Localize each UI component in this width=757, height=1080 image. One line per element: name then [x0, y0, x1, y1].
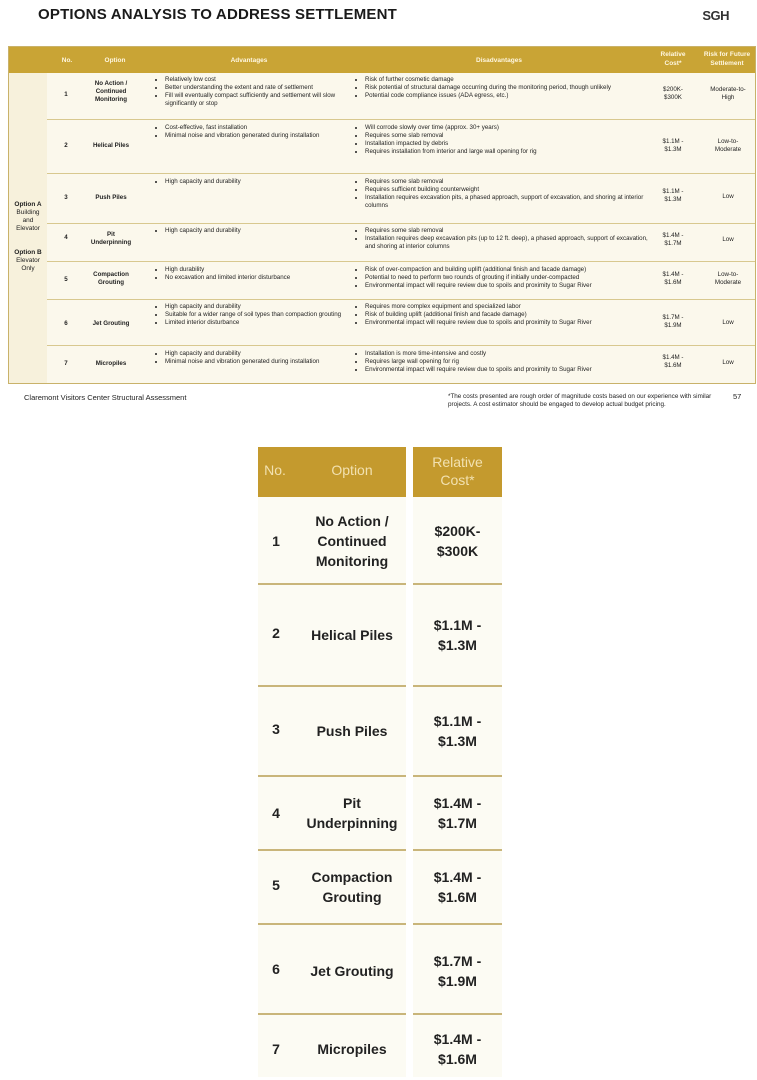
row-option	[85, 142, 137, 150]
zoom-header-cost-line2: Cost*	[440, 472, 475, 488]
advantage-item: • Minimal noise and vibration generated during installation	[165, 358, 349, 366]
disadvantage-item: • Will corrode slowly over time (approx. 30+ years)	[365, 124, 649, 132]
option-a-line: Option A	[14, 201, 42, 208]
zoom-header-cost-line1: Relative	[432, 454, 483, 470]
option-line: Pit	[107, 231, 115, 238]
zoom-row	[258, 777, 502, 851]
disadvantage-item: • Requires some slab removal	[365, 227, 649, 235]
options-table-header	[9, 47, 755, 73]
row-option	[85, 194, 137, 202]
col-header-risk-line2: Settlement	[710, 60, 744, 67]
risk-line: High	[721, 94, 735, 101]
cost-line: $1.1M -	[662, 188, 684, 195]
zoom-row-cost	[413, 1029, 502, 1069]
option-line: Helical Piles	[92, 142, 130, 149]
risk-line: Low	[722, 193, 734, 200]
zoom-row-option	[298, 793, 406, 833]
row-option	[85, 271, 137, 287]
zoom-header-left	[258, 447, 406, 497]
col-header-risk-line1: Risk for Future	[703, 51, 751, 58]
row-risk	[702, 86, 754, 102]
option-line: Compaction	[311, 869, 393, 885]
options-table-body	[47, 73, 755, 383]
cost-line: $1.7M	[664, 240, 682, 247]
option-line: Monitoring	[95, 96, 127, 103]
cost-line: $300K	[664, 94, 682, 101]
advantage-item: • Better understanding the extent and rate of settlement	[165, 84, 349, 92]
cost-line: $1.3M	[664, 196, 682, 203]
option-a-line: and	[22, 217, 34, 224]
row-cost	[653, 354, 693, 370]
zoom-row-number: 1	[272, 533, 280, 549]
risk-line: Low-to-	[717, 271, 739, 278]
advantage-item: • Cost-effective, fast installation	[165, 124, 349, 132]
disadvantage-item: • Requires more complex equipment and specialized labor	[365, 303, 649, 311]
option-line: Pit	[343, 795, 361, 811]
row-disadvantages	[349, 350, 649, 374]
row-cost	[653, 232, 693, 248]
cost-line: $1.4M -	[433, 1031, 482, 1047]
cost-line: $1.9M	[438, 973, 477, 989]
option-line: Compaction	[93, 271, 129, 278]
row-advantages	[149, 303, 349, 327]
cost-line: $1.7M -	[662, 314, 684, 321]
advantage-item: • High capacity and durability	[165, 178, 349, 186]
cost-line: $1.4M -	[662, 232, 684, 239]
option-line: Push Piles	[95, 194, 127, 201]
page-title: OPTIONS ANALYSIS TO ADDRESS SETTLEMENT	[38, 6, 398, 23]
table-row	[47, 223, 755, 261]
zoom-header-no: No.	[264, 462, 286, 478]
options-table	[8, 46, 756, 384]
row-option	[85, 320, 137, 328]
disadvantage-item: • Requires installation from interior and large wall opening for rig	[365, 148, 649, 156]
disadvantage-item: • Installation requires excavation pits, a phased approach, support of excavation, and shoring at interior columns	[365, 194, 649, 210]
row-disadvantages	[349, 303, 649, 327]
option-a-line: Building	[16, 209, 40, 216]
risk-line: Low	[722, 359, 734, 366]
zoom-row-number: 2	[272, 625, 280, 641]
cost-line: $1.4M -	[662, 271, 684, 278]
table-row	[47, 299, 755, 345]
row-advantages	[149, 227, 349, 235]
disadvantage-item: • Environmental impact will require review due to spoils and proximity to Sugar River	[365, 366, 649, 374]
cost-line: $1.6M	[438, 889, 477, 905]
option-b-label	[9, 249, 47, 273]
advantage-item: • No excavation and limited interior disturbance	[165, 274, 349, 282]
row-disadvantages	[349, 124, 649, 156]
row-risk	[702, 138, 754, 154]
disadvantage-item: • Installation requires deep excavation pits (up to 12 ft. deep), a phased approach, support of excavation, and shoring at interior columns	[365, 235, 649, 251]
option-line: Continued	[95, 88, 127, 95]
zoom-row-cost	[413, 793, 502, 833]
row-advantages	[149, 76, 349, 108]
row-advantages	[149, 178, 349, 186]
table-row	[47, 345, 755, 383]
zoom-row-option	[298, 625, 406, 645]
row-number: 6	[64, 320, 68, 327]
row-cost	[653, 138, 693, 154]
row-number: 3	[64, 194, 68, 201]
risk-line: Low	[722, 236, 734, 243]
row-disadvantages	[349, 178, 649, 210]
option-a-label	[9, 201, 47, 233]
disadvantage-item: • Environmental impact will require review due to spoils and proximity to Sugar River	[365, 319, 649, 327]
cost-line: $1.3M	[438, 733, 477, 749]
option-line: Jet Grouting	[92, 320, 130, 327]
option-line: No Action /	[94, 80, 128, 87]
cost-line: $1.9M	[664, 322, 682, 329]
option-line: Monitoring	[315, 553, 389, 569]
advantage-item: • High durability	[165, 266, 349, 274]
cost-line: $300K	[436, 543, 479, 559]
col-header-advantages: Advantages	[230, 57, 268, 64]
row-cost	[653, 188, 693, 204]
col-header-option: Option	[104, 57, 126, 64]
row-number: 4	[64, 234, 68, 241]
row-risk	[702, 359, 754, 367]
disadvantage-item: • Risk of over-compaction and building uplift (additional finish and facade damage)	[365, 266, 649, 274]
risk-line: Moderate-to-	[710, 86, 746, 93]
row-advantages	[149, 350, 349, 366]
zoom-row-number: 5	[272, 877, 280, 893]
col-header-cost	[653, 50, 693, 68]
zoom-header-cost	[413, 447, 502, 497]
disadvantage-item: • Risk of further cosmetic damage	[365, 76, 649, 84]
company-logo: SGH	[702, 8, 729, 23]
cost-line: $1.6M	[664, 362, 682, 369]
row-disadvantages	[349, 227, 649, 251]
row-number: 7	[64, 360, 68, 367]
zoom-row	[258, 585, 502, 687]
page-number: 57	[733, 392, 742, 401]
cost-line: $1.6M	[664, 279, 682, 286]
disadvantage-item: • Potential to need to perform two rounds of grouting if initially under-compacted	[365, 274, 649, 282]
advantage-item: • Suitable for a wider range of soil types than compaction grouting	[165, 311, 349, 319]
risk-line: Moderate	[714, 279, 742, 286]
col-header-disadvantages: Disadvantages	[476, 57, 522, 64]
cost-line: $1.4M -	[433, 795, 482, 811]
row-risk	[702, 271, 754, 287]
zoom-row-number: 6	[272, 961, 280, 977]
cost-line: $1.6M	[438, 1051, 477, 1067]
option-line: Continued	[317, 533, 387, 549]
option-line: Grouting	[322, 889, 382, 905]
zoom-row-option	[298, 1039, 406, 1059]
option-line: No Action /	[315, 513, 389, 529]
cost-line: $1.4M -	[433, 869, 482, 885]
risk-line: Low-to-	[717, 138, 739, 145]
option-b-line: Only	[21, 265, 35, 272]
risk-line: Moderate	[714, 146, 742, 153]
disadvantage-item: • Risk potential of structural damage occurring during the monitoring period, though unlikely	[365, 84, 649, 92]
cost-footnote: *The costs presented are rough order of magnitude costs based on our experience with similar projects. A cost estimator should be engaged to develop actual budget pricing.	[448, 393, 712, 408]
row-cost	[653, 314, 693, 330]
zoom-header-option: Option	[331, 462, 373, 478]
row-disadvantages	[349, 266, 649, 290]
row-cost	[653, 86, 693, 102]
col-header-risk	[699, 50, 755, 68]
option-a-line: Elevator	[16, 225, 40, 232]
zoom-header-cost-text	[413, 453, 502, 489]
option-b-line: Option B	[14, 249, 42, 256]
row-advantages	[149, 124, 349, 140]
option-line: Underpinning	[306, 815, 398, 831]
advantage-item: • High capacity and durability	[165, 350, 349, 358]
option-group-column	[9, 73, 47, 383]
option-line: Micropiles	[317, 1041, 387, 1057]
disadvantage-item: • Risk of building uplift (additional finish and facade damage)	[365, 311, 649, 319]
risk-line: Low	[722, 319, 734, 326]
disadvantage-item: • Requires sufficient building counterweight	[365, 186, 649, 194]
row-number: 1	[64, 91, 68, 98]
disadvantage-item: • Installation impacted by debris	[365, 140, 649, 148]
advantage-item: • High capacity and durability	[165, 227, 349, 235]
advantage-item: • Limited interior disturbance	[165, 319, 349, 327]
advantage-item: • Fill will eventually compact sufficiently and settlement will slow significantly or stop	[165, 92, 349, 108]
zoom-row-number: 3	[272, 721, 280, 737]
zoom-row-option	[298, 961, 406, 981]
col-header-no: No.	[61, 57, 73, 64]
zoom-row	[258, 687, 502, 777]
advantage-item: • Relatively low cost	[165, 76, 349, 84]
zoom-row-number: 7	[272, 1041, 280, 1057]
cost-line: $200K-	[663, 86, 683, 93]
cost-line: $1.3M	[664, 146, 682, 153]
row-risk	[702, 193, 754, 201]
row-risk	[702, 236, 754, 244]
disadvantage-item: • Installation is more time-intensive and costly	[365, 350, 649, 358]
option-line: Jet Grouting	[310, 963, 394, 979]
table-row	[47, 73, 755, 119]
zoom-row	[258, 851, 502, 925]
zoom-row-cost	[413, 951, 502, 991]
zoom-row-cost	[413, 615, 502, 655]
option-b-line: Elevator	[16, 257, 40, 264]
row-risk	[702, 319, 754, 327]
table-row	[47, 261, 755, 299]
zoomed-cost-table	[258, 447, 502, 1077]
option-line: Underpinning	[90, 239, 132, 246]
cost-line: $1.3M	[438, 637, 477, 653]
zoom-row	[258, 497, 502, 585]
cost-line: $1.7M -	[433, 953, 482, 969]
row-cost	[653, 271, 693, 287]
cost-line: $1.4M -	[662, 354, 684, 361]
zoom-row-cost	[413, 521, 502, 561]
row-option	[85, 231, 137, 247]
disadvantage-item: • Requires some slab removal	[365, 178, 649, 186]
cost-line: $1.7M	[438, 815, 477, 831]
footer-document-name: Claremont Visitors Center Structural Assessment	[24, 393, 187, 402]
option-line: Micropiles	[95, 360, 127, 367]
zoom-row-cost	[413, 867, 502, 907]
option-line: Grouting	[97, 279, 125, 286]
row-number: 2	[64, 142, 68, 149]
zoom-row-option	[298, 867, 406, 907]
zoom-row-cost	[413, 711, 502, 751]
row-option	[85, 360, 137, 368]
col-header-cost-line1: Relative	[660, 51, 686, 58]
cost-line: $1.1M -	[433, 713, 482, 729]
zoom-row	[258, 1015, 502, 1077]
disadvantage-item: • Requires large wall opening for rig	[365, 358, 649, 366]
zoom-row-option	[298, 511, 406, 571]
row-disadvantages	[349, 76, 649, 100]
advantage-item: • High capacity and durability	[165, 303, 349, 311]
cost-line: $1.1M -	[433, 617, 482, 633]
disadvantage-item: • Potential code compliance issues (ADA egress, etc.)	[365, 92, 649, 100]
disadvantage-item: • Environmental impact will require review due to spoils and proximity to Sugar River	[365, 282, 649, 290]
disadvantage-item: • Requires some slab removal	[365, 132, 649, 140]
cost-line: $200K-	[434, 523, 481, 539]
cost-line: $1.1M -	[662, 138, 684, 145]
zoom-row-number: 4	[272, 805, 280, 821]
table-row	[47, 119, 755, 173]
zoom-row	[258, 925, 502, 1015]
option-line: Helical Piles	[311, 627, 393, 643]
row-number: 5	[64, 276, 68, 283]
row-option	[85, 80, 137, 104]
table-row	[47, 173, 755, 223]
option-line: Push Piles	[316, 723, 388, 739]
advantage-item: • Minimal noise and vibration generated during installation	[165, 132, 349, 140]
col-header-cost-line2: Cost*	[664, 60, 682, 67]
row-advantages	[149, 266, 349, 282]
zoom-row-option	[298, 721, 406, 741]
